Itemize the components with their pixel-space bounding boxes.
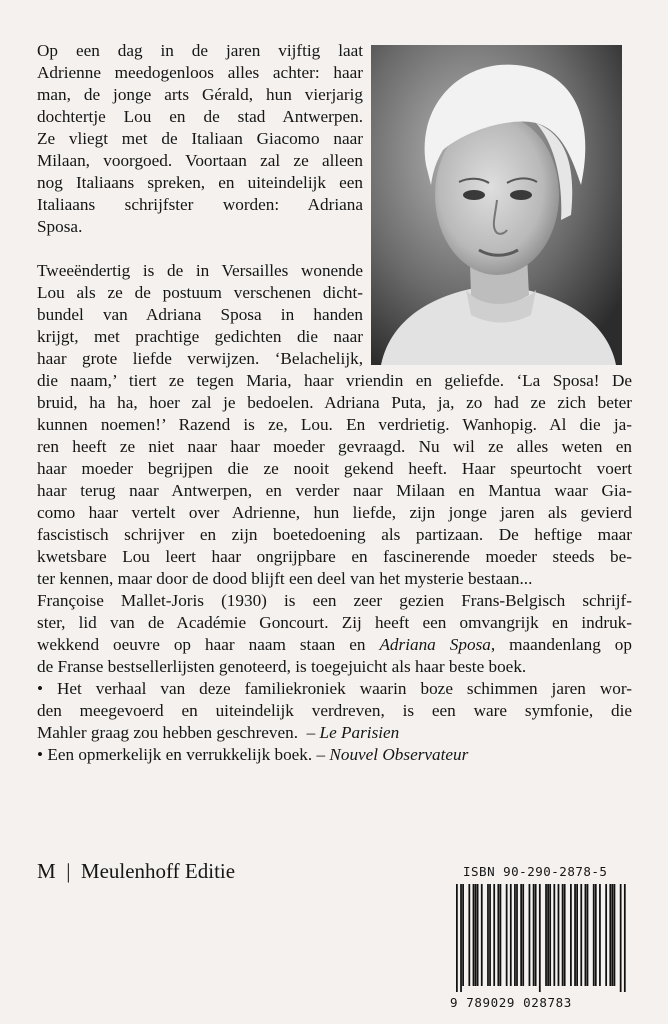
bio-text: wekkend oeuvre op haar naam staan en [37, 635, 380, 654]
quote-source: – Nouvel Observateur [316, 745, 469, 764]
barcode-bar [545, 884, 547, 986]
barcode-bar [520, 884, 522, 986]
text-line [37, 722, 632, 744]
barcode-bar [487, 884, 489, 986]
text-line: • Het verhaal van deze familiekroniek waarin boze schimmen jaren wor- [37, 679, 632, 698]
barcode-bar [595, 884, 597, 986]
text-line: Milaan, voorgoed. Voortaan zal ze alleen [37, 151, 363, 170]
barcode-bar [587, 884, 589, 986]
barcode-bar [574, 884, 576, 986]
text-line: haar terug naar Antwerpen, en verder naar Milaan en Mantua waar Gia- [37, 481, 632, 500]
text-line: haar moeder begrijpen die ze nooit gekend heeft. Haar speurtocht voert [37, 459, 632, 478]
text-line [37, 634, 632, 656]
text-line: ren heeft ze niet naar haar moeder gevraagd. Nu wil ze alles weten en [37, 437, 632, 456]
barcode-bar [516, 884, 518, 986]
barcode-bar [547, 884, 549, 986]
barcode-bar [489, 884, 491, 986]
text-line: ster, lid van de Académie Goncourt. Zij heeft een omvangrijk en indruk- [37, 613, 632, 632]
barcode-bar [535, 884, 537, 986]
barcode-bar [576, 884, 578, 986]
publisher-logo [37, 858, 235, 884]
author-photo [371, 45, 622, 365]
intro-paragraph [37, 40, 363, 238]
publisher-mark: M [37, 859, 56, 883]
text-line: Françoise Mallet-Joris (1930) is een zeer gezien Frans-Belgisch schrijf- [37, 591, 632, 610]
barcode-bar [462, 884, 464, 986]
barcode-bar [611, 884, 613, 986]
text-line: Adrienne meedogenloos alles achter: haar [37, 63, 363, 82]
text-line: Sposa. [37, 217, 83, 236]
barcode-bar [500, 884, 502, 986]
text-line: Ze vliegt met de Italiaan Giacomo naar [37, 129, 363, 148]
text-line: man, de jonge arts Gérald, hun vierjarig [37, 85, 363, 104]
barcode-bar [599, 884, 601, 986]
barcode-bar [481, 884, 483, 986]
text-line: kunnen noemen!’ Razend is ze, Lou. En verdrietig. Wanhopig. Al die ja- [37, 415, 632, 434]
text-line: ter kennen, maar door de dood blijft een deel van het mysterie bestaan... [37, 569, 533, 588]
barcode-bar [514, 884, 516, 986]
barcode-bar [456, 884, 458, 992]
publisher-separator: | [66, 859, 71, 883]
book-title: Adriana Sposa [379, 635, 491, 654]
barcode-bar [460, 884, 462, 992]
review-quote [37, 678, 632, 744]
text-line: Italiaans schrijfster worden: Adriana [37, 195, 363, 214]
isbn-label: ISBN 90-290-2878-5 [463, 864, 608, 879]
barcode-bar [564, 884, 566, 986]
barcode-bar [549, 884, 551, 986]
barcode-bar [620, 884, 622, 992]
text-line: bruid, ha ha, hoer zal je bedoelen. Adriana Puta, ja, zo had ze zich beter [37, 393, 632, 412]
quote-source: – Le Parisien [306, 723, 400, 742]
barcode-bar [585, 884, 587, 986]
barcode-bar [570, 884, 572, 986]
barcode-number: 9 789029 028783 [450, 995, 572, 1010]
review-quote [37, 744, 632, 766]
text-line: Lou als ze de postuum verschenen dicht- [37, 283, 363, 302]
text-line: Op een dag in de jaren vijftig laat [37, 41, 363, 60]
barcode-bar [493, 884, 495, 986]
barcode-bar [473, 884, 475, 986]
text-line: krijgt, met prachtige gedichten die naar [37, 327, 363, 346]
barcode-bar [497, 884, 499, 986]
text-line: kwetsbare Lou leert haar ongrijpbare en fascinerende moeder steeds be- [37, 547, 632, 566]
text-line: haar grote liefde verwijzen. ‘Belachelijk, [37, 349, 363, 368]
barcode-bar [522, 884, 524, 986]
barcode-bar [562, 884, 564, 986]
bio-text: , maandenlang op [490, 635, 632, 654]
author-bio [37, 590, 632, 678]
text-line: die naam,’ tiert ze tegen Maria, haar vriendin en geliefde. ‘La Sposa! De [37, 371, 632, 390]
story-paragraph-narrow [37, 260, 363, 370]
barcode-bar [475, 884, 477, 986]
barcode-bar [609, 884, 611, 986]
text-line: Tweeëndertig is de in Versailles wonende [37, 261, 363, 280]
barcode-bar [468, 884, 470, 986]
text-line: como haar vertelt over Adrienne, hun liefde, zijn jonge jaren als gevierd [37, 503, 632, 522]
barcode-bar [510, 884, 512, 986]
barcode-bar [533, 884, 535, 986]
story-paragraph-wide [37, 370, 632, 766]
text-line: fascistisch schrijver en zijn boetedoening als partizaan. De heftige maar [37, 525, 632, 544]
barcode-bar [580, 884, 582, 986]
quote-text: Mahler graag zou hebben geschreven. [37, 723, 299, 742]
text-line: de Franse bestsellerlijsten genoteerd, is toegejuicht als haar beste boek. [37, 657, 527, 676]
barcode-bar [593, 884, 595, 986]
barcode-bar [539, 884, 541, 992]
barcode-bar [529, 884, 531, 986]
text-line: den meegevoerd en uiteindelijk verdreven, is een ware symfonie, die [37, 701, 632, 720]
text-line: dochtertje Lou en de stad Antwerpen. [37, 107, 363, 126]
text-line: bundel van Adriana Sposa in handen [37, 305, 363, 324]
text-line: nog Italiaans spreken, en uiteindelijk een [37, 173, 363, 192]
publisher-name: Meulenhoff Editie [80, 859, 236, 883]
barcode-bar [614, 884, 616, 986]
barcode-bar [553, 884, 555, 986]
barcode-bar [506, 884, 508, 986]
barcode [456, 884, 626, 992]
quote-text: • Een opmerkelijk en verrukkelijk boek. [37, 745, 313, 764]
barcode-bar [624, 884, 626, 992]
barcode-bar [605, 884, 607, 986]
barcode-bar [558, 884, 560, 986]
text-line [37, 744, 632, 766]
barcode-bar [477, 884, 479, 986]
